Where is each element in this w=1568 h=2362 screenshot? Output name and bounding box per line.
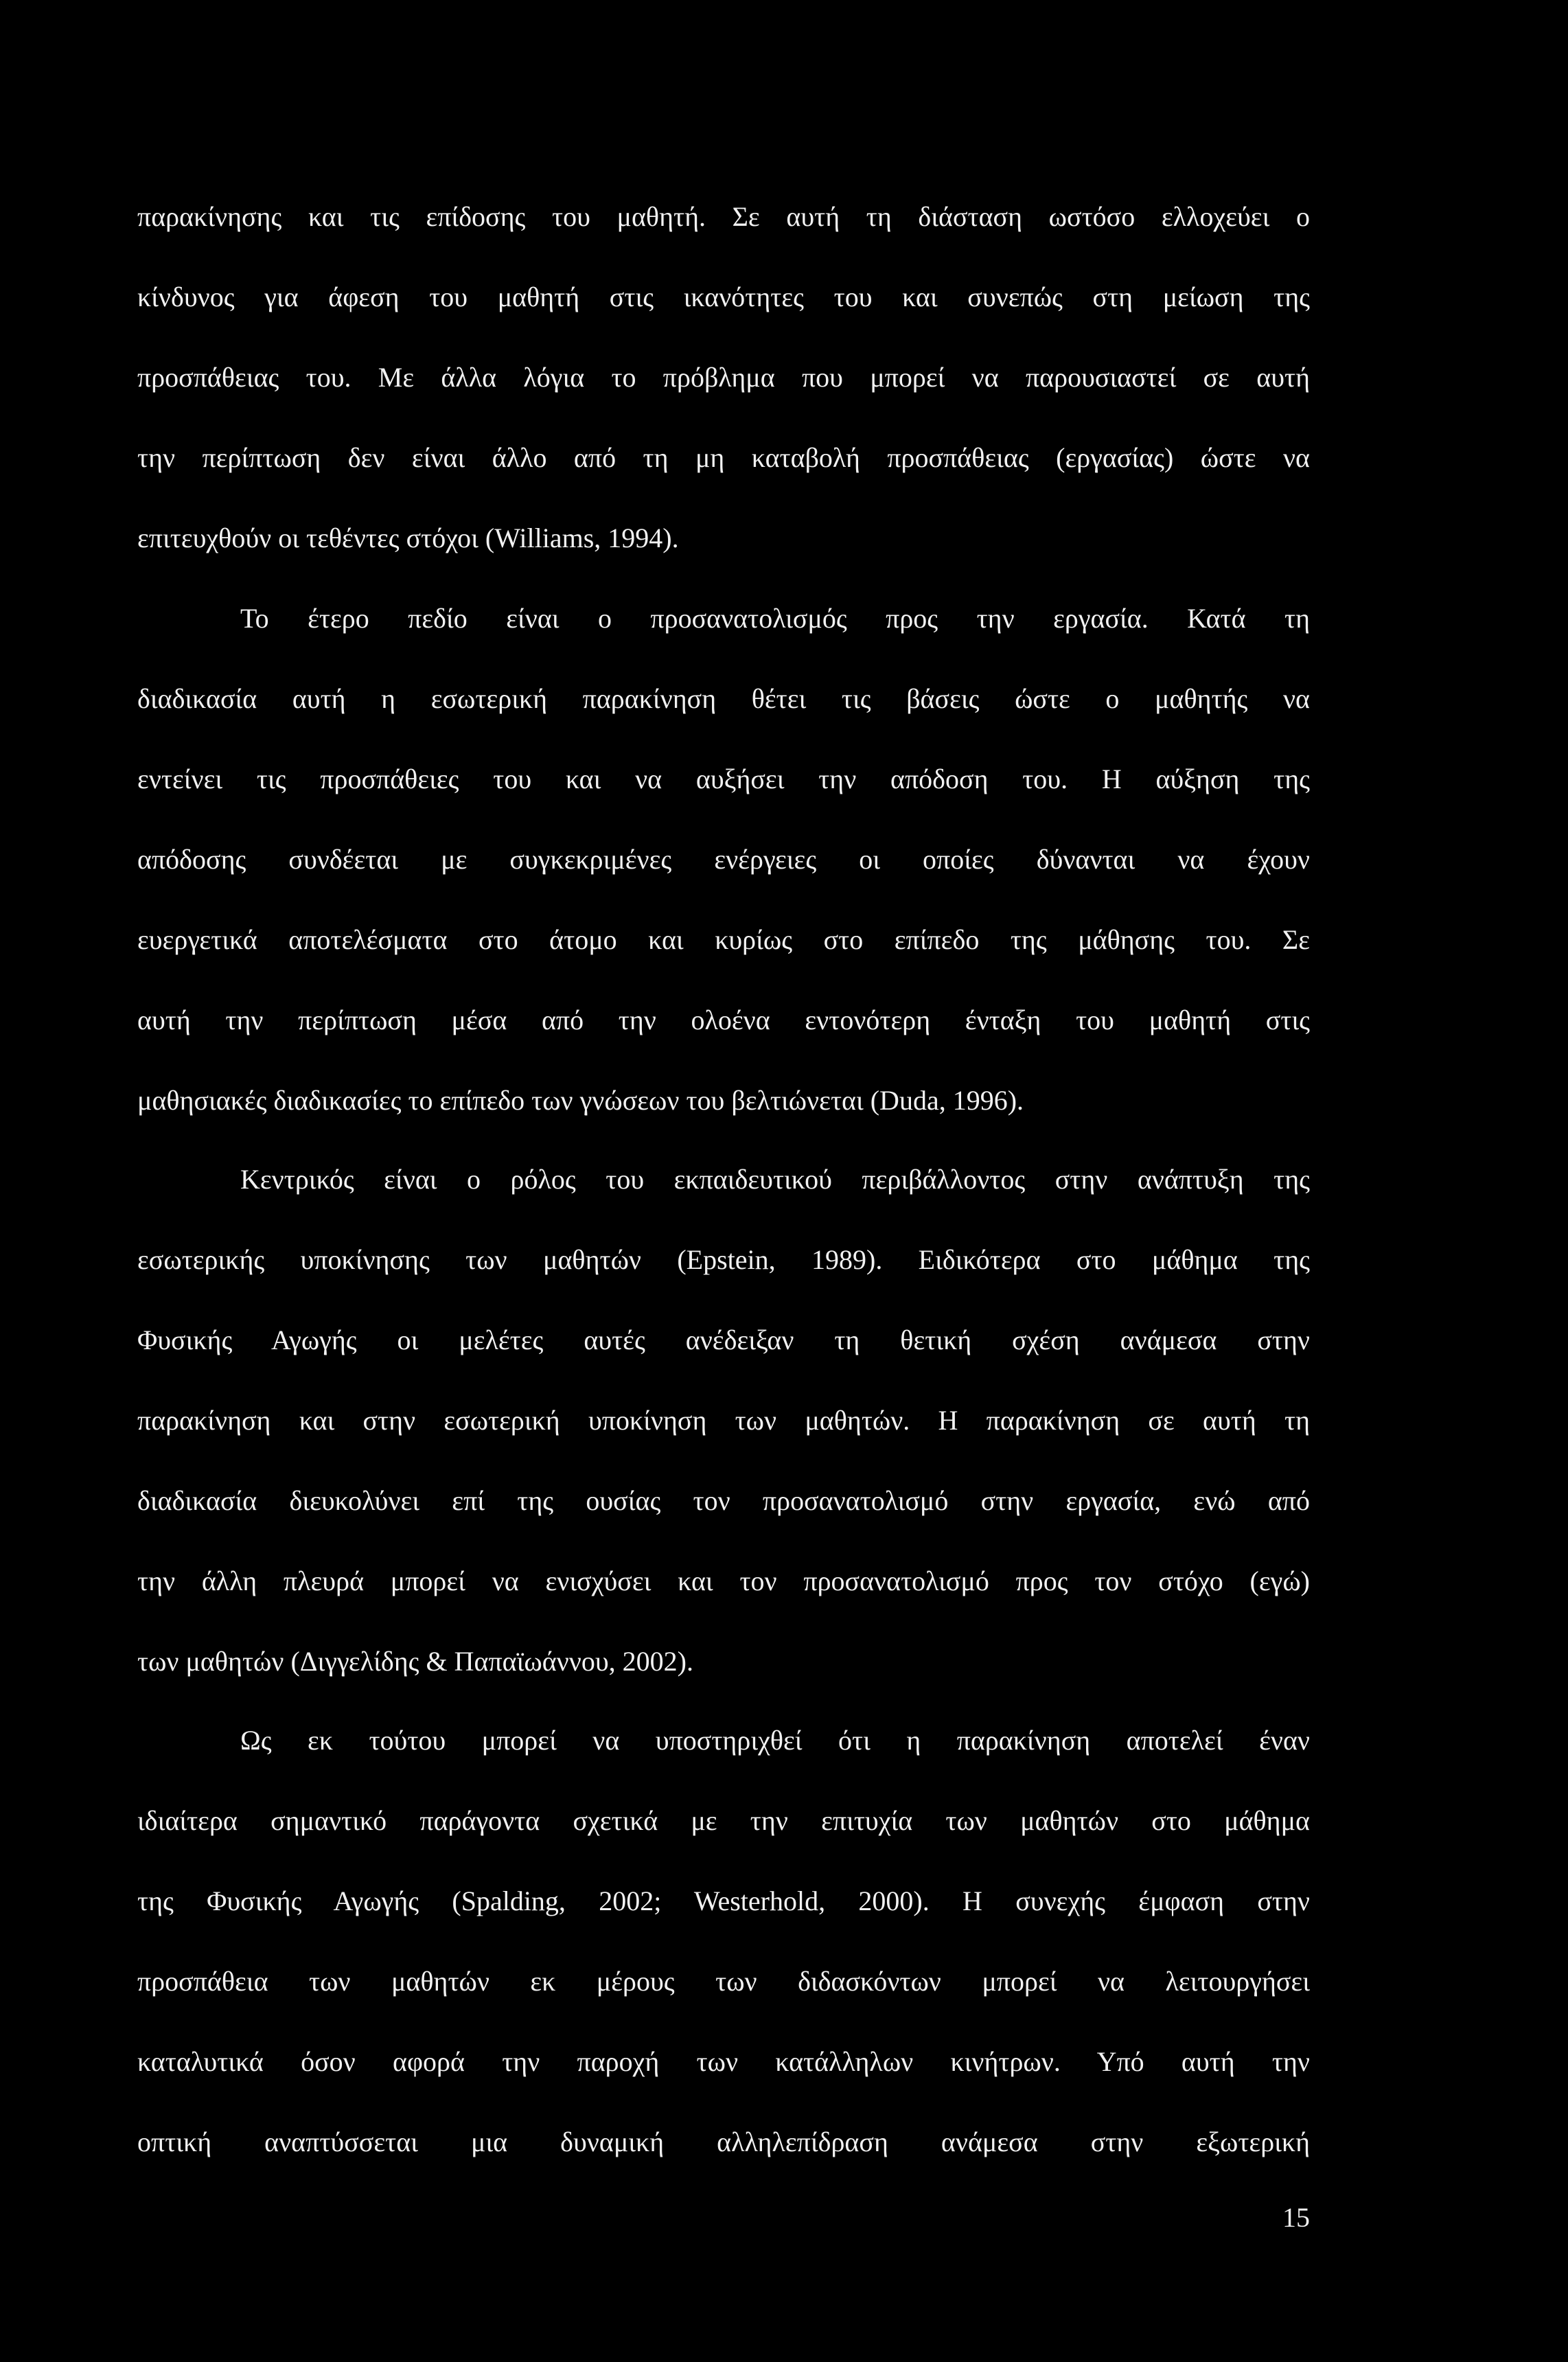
paragraph-first-line: Ως εκ τούτου μπορεί να υποστηριχθεί ότι η παρακίνηση αποτελεί έναν [240, 1725, 1310, 1756]
text-line: Φυσικής Αγωγής οι μελέτες αυτές ανέδειξαν τη θετική σχέση ανάμεσα στην [137, 1325, 1310, 1355]
text-line: εντείνει τις προσπάθειες του και να αυξήσει την απόδοση του. Η αύξηση της [137, 764, 1310, 794]
text-line: προσπάθεια των μαθητών εκ μέρους των διδασκόντων μπορεί να λειτουργήσει [137, 1966, 1310, 1997]
text-line: κίνδυνος για άφεση του μαθητή στις ικανότητες του και συνεπώς στη μείωση της [137, 282, 1310, 312]
page-number: 15 [1282, 2202, 1310, 2233]
text-line: την περίπτωση δεν είναι άλλο από τη μη καταβολή προσπάθειας (εργασίας) ώστε να [137, 442, 1310, 473]
text-line: αυτή την περίπτωση μέσα από την ολοένα εντονότερη ένταξη του μαθητή στις [137, 1005, 1310, 1035]
text-line: διαδικασία αυτή η εσωτερική παρακίνηση θέτει τις βάσεις ώστε ο μαθητής να [137, 683, 1310, 714]
paragraph-first-line: Κεντρικός είναι ο ρόλος του εκπαιδευτικού περιβάλλοντος στην ανάπτυξη της [240, 1164, 1310, 1195]
text-line: ευεργετικά αποτελέσματα στο άτομο και κυρίως στο επίπεδο της μάθησης του. Σε [137, 924, 1310, 955]
text-line: προσπάθειας του. Με άλλα λόγια το πρόβλημα που μπορεί να παρουσιαστεί σε αυτή [137, 362, 1310, 393]
text-line: διαδικασία διευκολύνει επί της ουσίας τον προσανατολισμό στην εργασία, ενώ από [137, 1485, 1310, 1516]
text-line: της Φυσικής Αγωγής (Spalding, 2002; Westerhold, 2000). Η συνεχής έμφαση στην [137, 1885, 1310, 1916]
text-line: μαθησιακές διαδικασίες το επίπεδο των γνώσεων του βελτιώνεται (Duda, 1996). [137, 1085, 1024, 1116]
text-line: οπτική αναπτύσσεται μια δυναμική αλληλεπίδραση ανάμεσα στην εξωτερική [137, 2126, 1310, 2157]
text-line: καταλυτικά όσον αφορά την παροχή των κατάλληλων κινήτρων. Υπό αυτή την [137, 2046, 1310, 2077]
text-line: την άλλη πλευρά μπορεί να ενισχύσει και τον προσανατολισμό προς τον στόχο (εγώ) [137, 1566, 1310, 1596]
text-line: απόδοσης συνδέεται με συγκεκριμένες ενέργειες οι οποίες δύνανται να έχουν [137, 844, 1310, 875]
text-line: παρακίνηση και στην εσωτερική υποκίνηση των μαθητών. Η παρακίνηση σε αυτή τη [137, 1405, 1310, 1436]
text-line: των μαθητών (Διγγελίδης & Παπαϊωάννου, 2002). [137, 1646, 693, 1677]
text-line: παρακίνησης και τις επίδοσης του μαθητή. Σε αυτή τη διάσταση ωστόσο ελλοχεύει ο [137, 201, 1310, 232]
text-line: ιδιαίτερα σημαντικό παράγοντα σχετικά με την επιτυχία των μαθητών στο μάθημα [137, 1805, 1310, 1836]
text-line: επιτευχθούν οι τεθέντες στόχοι (Williams, 1994). [137, 523, 679, 553]
text-line: εσωτερικής υποκίνησης των μαθητών (Epstein, 1989). Ειδικότερα στο μάθημα της [137, 1244, 1310, 1275]
paragraph-first-line: Το έτερο πεδίο είναι ο προσανατολισμός προς την εργασία. Κατά τη [240, 603, 1310, 634]
